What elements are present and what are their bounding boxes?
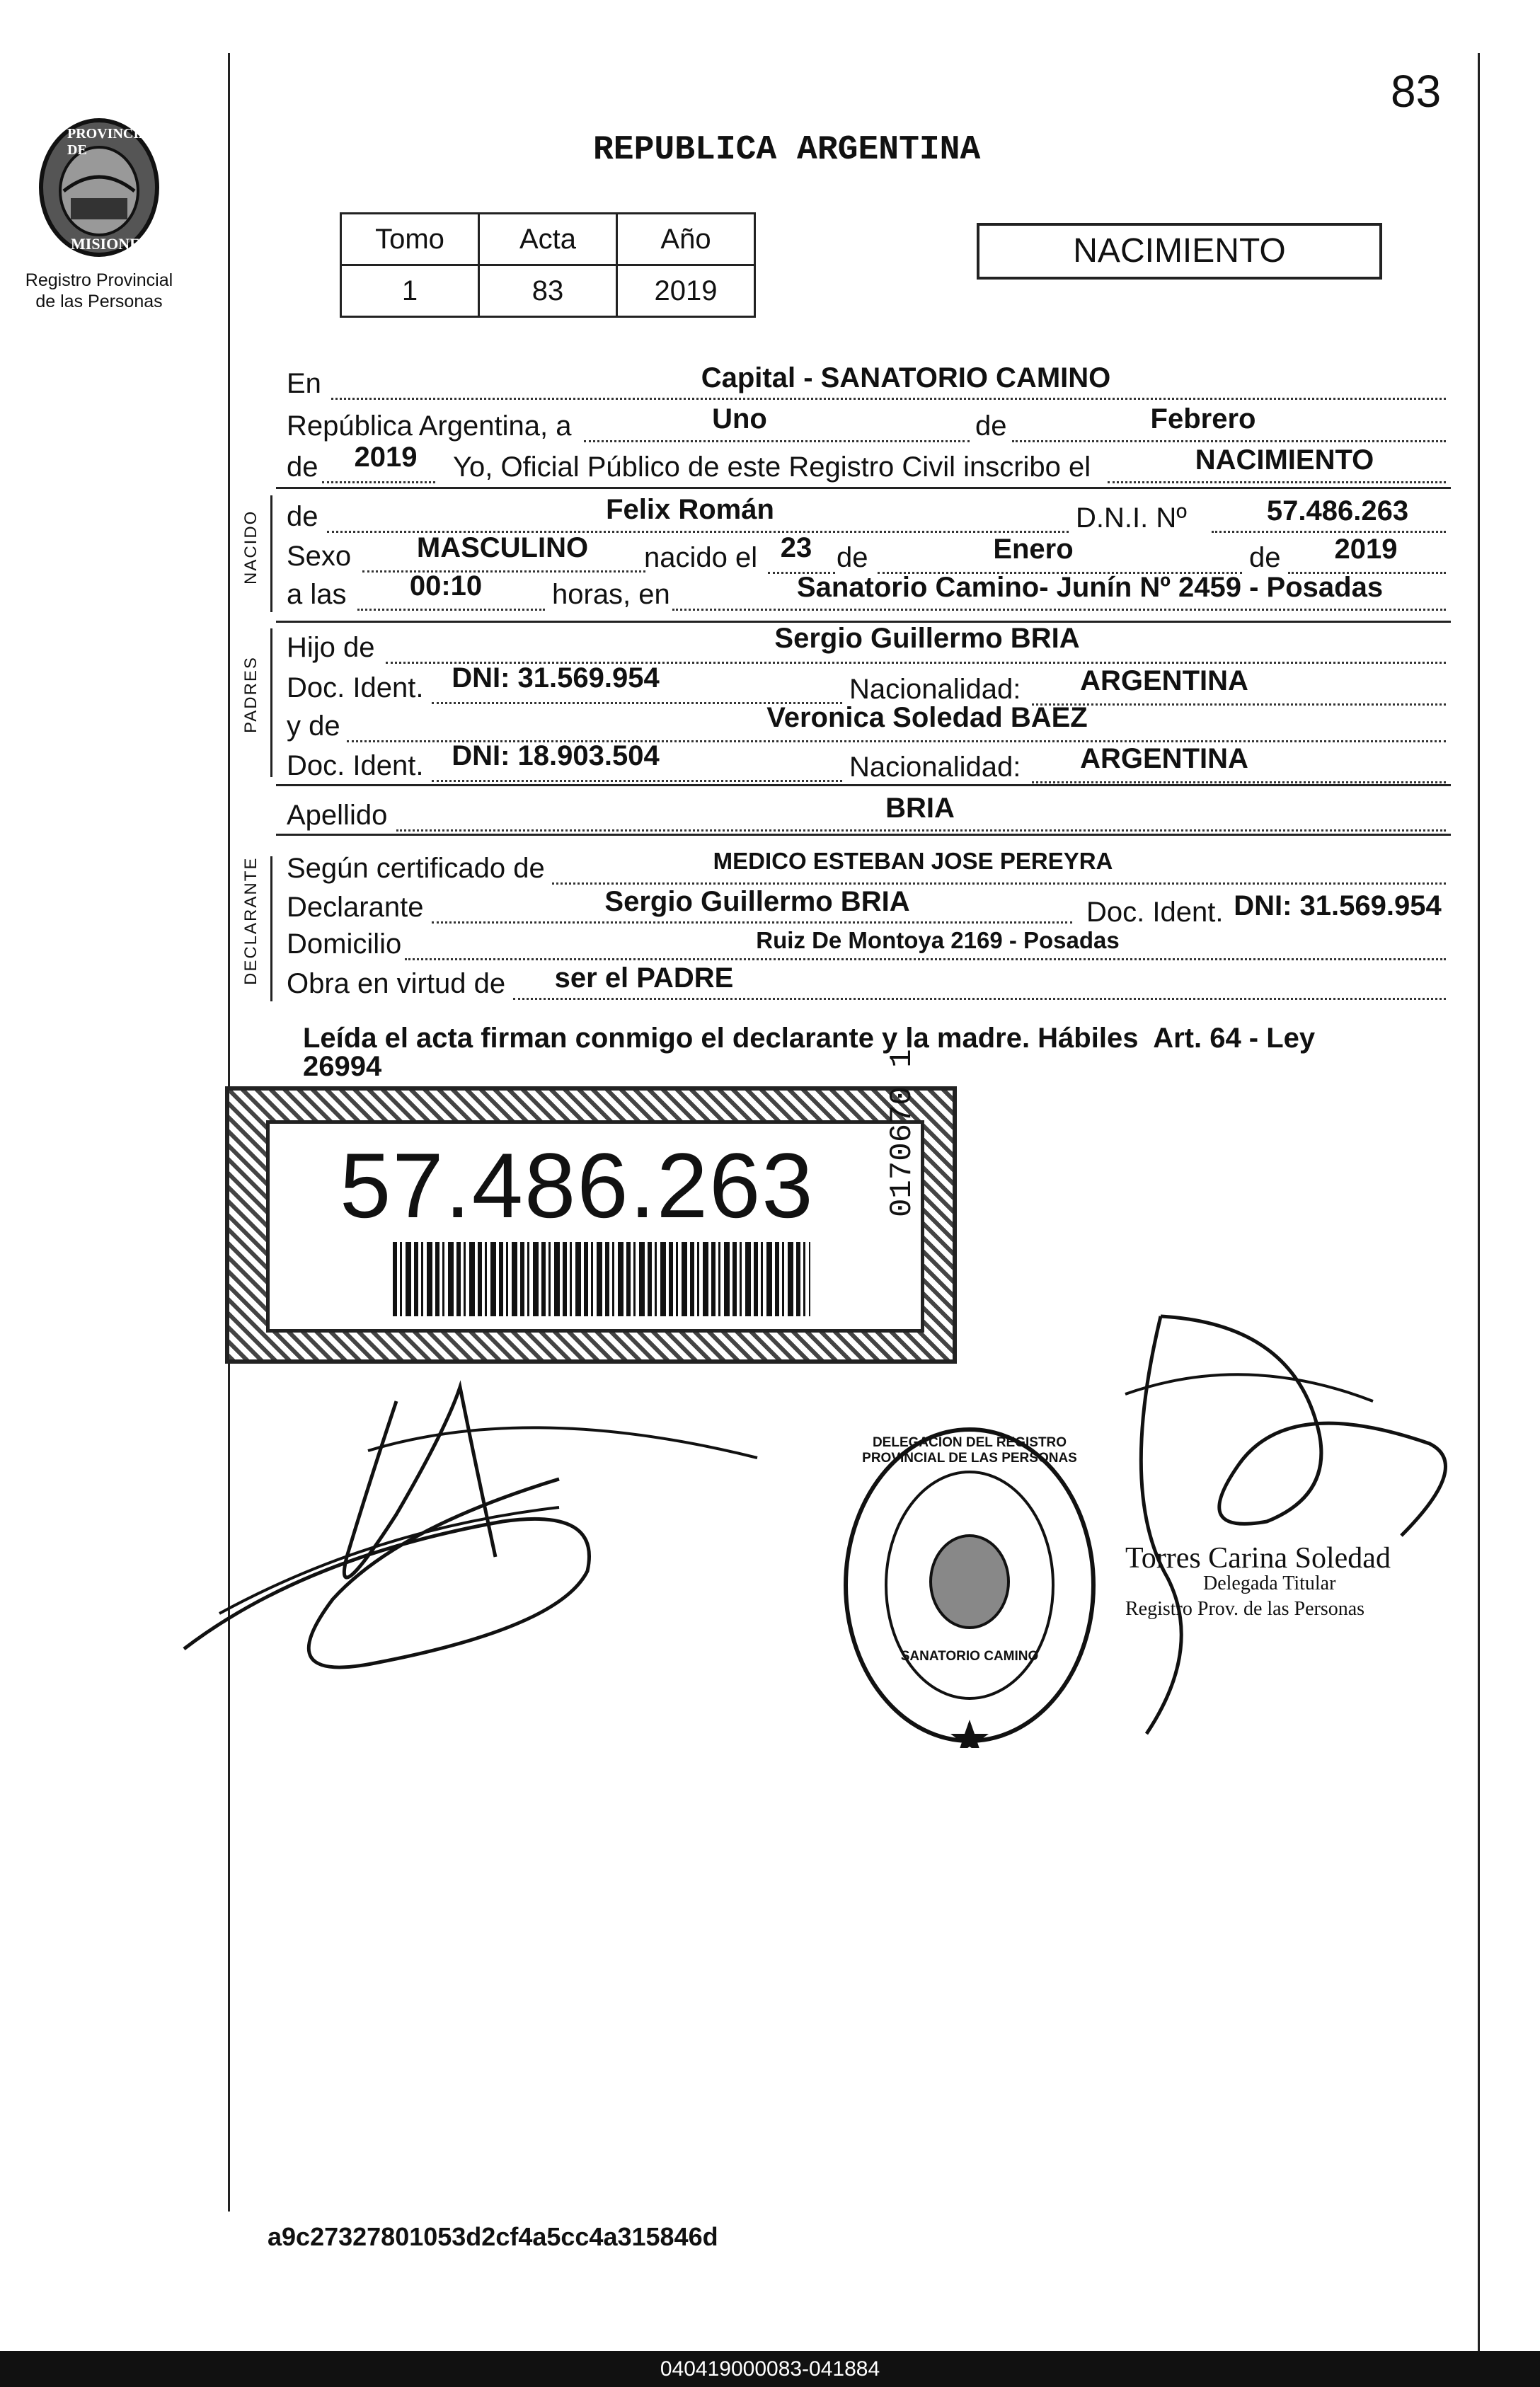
oficial-text: Yo, Oficial Público de este Registro Civil inscribo el — [453, 451, 1091, 483]
nac-anio-value: 2019 — [1334, 534, 1398, 565]
nacido-label: nacido el — [644, 542, 758, 573]
decl-label: Declarante — [287, 892, 424, 923]
mes-value: Febrero — [1150, 403, 1256, 435]
padre-value: Sergio Guillermo BRIA — [774, 623, 1080, 654]
yde-label: y de — [287, 711, 340, 742]
nac-mes-value: Enero — [993, 534, 1074, 565]
doc2-value: DNI: 18.903.504 — [452, 740, 660, 771]
registry-table — [340, 212, 756, 318]
doc-type-box — [977, 223, 1382, 280]
obra-value: ser el PADRE — [554, 962, 734, 994]
table-header-anio: Año — [617, 214, 755, 265]
decl-value: Sergio Guillermo BRIA — [604, 886, 910, 917]
footer-code: 040419000083-041884 — [660, 2357, 880, 2381]
cert-value: MEDICO ESTEBAN JOSE PEREYRA — [713, 848, 1113, 874]
dom-label: Domicilio — [287, 928, 402, 960]
divider-4 — [276, 834, 1451, 836]
section-label-declarante: DECLARANTE — [241, 856, 260, 985]
doc1-label: Doc. Ident. — [287, 672, 424, 703]
horas-label: horas, en — [552, 579, 670, 610]
acto-value: NACIMIENTO — [1195, 444, 1374, 476]
madre-value: Veronica Soledad BAEZ — [766, 702, 1088, 733]
republica-label: República Argentina, a — [287, 410, 572, 442]
en-label: En — [287, 368, 321, 399]
divider-3 — [276, 784, 1451, 786]
obra-label: Obra en virtud de — [287, 968, 506, 999]
section-label-padres: PADRES — [241, 656, 260, 733]
de3-label: de — [287, 501, 318, 532]
closing-text-1: Leída el acta firman conmigo el declarante y la madre. Hábiles Art. 64 - Ley — [303, 1023, 1316, 1054]
document-hash: a9c27327801053d2cf4a5cc4a315846d — [268, 2222, 718, 2251]
nac2-label: Nacionalidad: — [849, 752, 1021, 783]
de-label: de — [975, 410, 1007, 442]
nac1-value: ARGENTINA — [1080, 665, 1248, 696]
lugar-value: Sanatorio Camino- Junín Nº 2459 - Posadas — [796, 572, 1384, 603]
bracket-declarante — [270, 856, 272, 1001]
declarant-signature — [163, 1345, 800, 1713]
page-title: REPUBLICA ARGENTINA — [593, 131, 981, 169]
bracket-nacido — [270, 495, 272, 612]
sticker-number: 57.486.263 — [340, 1134, 815, 1237]
closing-text-2: 26994 — [303, 1051, 382, 1082]
de5-label: de — [1249, 542, 1281, 573]
sticker-barcode — [393, 1242, 810, 1316]
logo-top-text: PROVINCIA DE — [67, 126, 149, 158]
table-value-tomo: 1 — [341, 265, 479, 317]
logo-bottom-text: MISIONES — [71, 235, 149, 253]
doc2-label: Doc. Ident. — [287, 750, 424, 781]
doc-type-label: NACIMIENTO — [1073, 232, 1286, 270]
de2-label: de — [287, 451, 318, 483]
dni-label: D.N.I. Nº — [1076, 502, 1187, 534]
official-office: Registro Prov. de las Personas — [1125, 1598, 1365, 1620]
logo-caption-2: de las Personas — [35, 292, 163, 311]
official-role: Delegada Titular — [1203, 1572, 1336, 1594]
divider-1 — [276, 487, 1451, 489]
table-value-acta: 83 — [479, 265, 617, 317]
apellido-label: Apellido — [287, 800, 388, 831]
bracket-padres — [270, 628, 272, 777]
dia-value: Uno — [712, 403, 767, 435]
page-number: 83 — [1391, 66, 1442, 117]
official-signature — [1104, 1281, 1472, 1741]
decl-doc-label: Doc. Ident. — [1086, 897, 1224, 928]
decl-doc-value: DNI: 31.569.954 — [1234, 890, 1442, 921]
doc1-value: DNI: 31.569.954 — [452, 662, 660, 694]
logo-caption-1: Registro Provincial — [25, 270, 173, 290]
section-label-nacido: NACIDO — [241, 510, 260, 585]
de4-label: de — [837, 542, 868, 573]
cert-label: Según certificado de — [287, 853, 545, 884]
anio-value: 2019 — [354, 442, 418, 473]
province-logo — [28, 113, 170, 262]
sexo-label: Sexo — [287, 541, 352, 572]
nac2-value: ARGENTINA — [1080, 743, 1248, 774]
table-header-tomo: Tomo — [341, 214, 479, 265]
alas-label: a las — [287, 579, 347, 610]
official-seal — [839, 1422, 1101, 1748]
sexo-value: MASCULINO — [416, 532, 589, 563]
official-name: Torres Carina Soledad — [1125, 1542, 1391, 1575]
nac1-label: Nacionalidad: — [849, 674, 1021, 705]
dni-value: 57.486.263 — [1266, 495, 1409, 527]
nombre-value: Felix Román — [606, 494, 774, 525]
seal-inner-text: SANATORIO CAMINO — [900, 1649, 1039, 1664]
table-header-acta: Acta — [479, 214, 617, 265]
nac-dia-value: 23 — [780, 532, 812, 563]
apellido-value: BRIA — [885, 793, 955, 824]
sticker-side-code: 0170670 1 — [885, 1049, 920, 1217]
dom-value: Ruiz De Montoya 2169 - Posadas — [756, 927, 1120, 953]
hora-value: 00:10 — [409, 570, 483, 602]
right-margin-line — [1478, 53, 1480, 2353]
en-value: Capital - SANATORIO CAMINO — [701, 362, 1111, 393]
seal-outer-text: DELEGACION DEL REGISTRO PROVINCIAL DE LAS PERSONAS — [862, 1435, 1077, 1466]
hijo-label: Hijo de — [287, 632, 375, 663]
table-value-anio: 2019 — [617, 265, 755, 317]
footer-bar — [0, 2351, 1540, 2387]
